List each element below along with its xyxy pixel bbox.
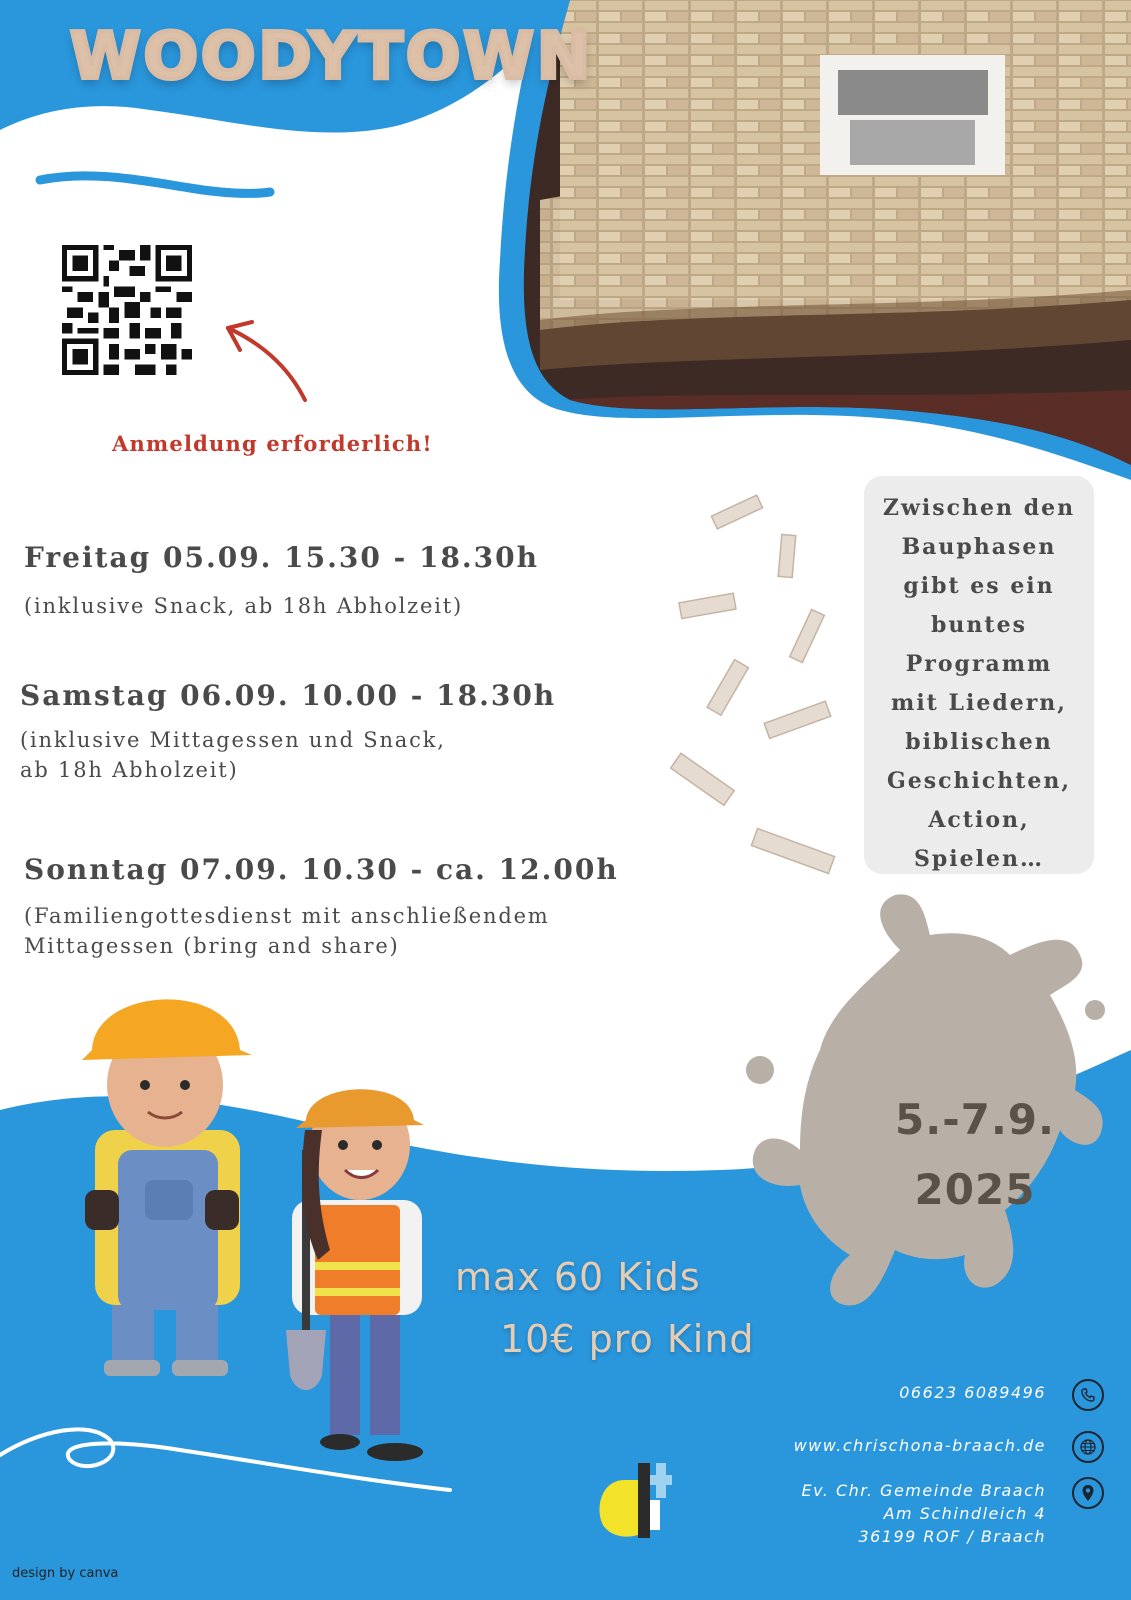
schedule-day-note: (inklusive Snack, ab 18h Abholzeit) [24, 594, 464, 618]
hand-drawn-arrow [228, 322, 305, 400]
schedule-day-note: Mittagessen (bring and share) [24, 934, 400, 958]
blue-squiggle [40, 176, 270, 194]
design-credit: design by canva [12, 1566, 119, 1581]
event-date-year: 2025 [914, 1165, 1036, 1214]
contact-phone[interactable]: 06623 6089496 [899, 1383, 1046, 1402]
address-line: 36199 ROF / Braach [858, 1527, 1046, 1546]
price-per-kid: 10€ pro Kind [500, 1317, 755, 1361]
wooden-block-colosseum-photo [500, 0, 1131, 470]
flying-wood-blocks [671, 495, 835, 873]
registration-note: Anmeldung erforderlich! [112, 431, 433, 456]
contact-website[interactable]: www.chrischona-braach.de [793, 1436, 1046, 1455]
schedule-day-heading: Sonntag 07.09. 10.30 - ca. 12.00h [24, 853, 619, 886]
address-line: Ev. Chr. Gemeinde Braach [801, 1481, 1046, 1500]
schedule-day-note: (inklusive Mittagessen und Snack, [20, 728, 446, 752]
schedule-day-heading: Freitag 05.09. 15.30 - 18.30h [24, 541, 539, 574]
kids-capacity: max 60 Kids [455, 1255, 701, 1299]
location-pin-icon [1072, 1477, 1104, 1509]
schedule-day-note: (Familiengottesdienst mit anschließendem [24, 904, 550, 928]
program-box-text: Zwischen den Bauphasen gibt es ein buntes Programm mit Liedern, biblischen Geschichten, Action, Spielen… [882, 495, 1076, 872]
qr-code[interactable] [62, 245, 192, 375]
phone-icon [1072, 1379, 1104, 1411]
poster-title: WOODYTOWN [70, 20, 594, 94]
event-date-days: 5.-7.9. [895, 1095, 1055, 1144]
globe-icon [1072, 1431, 1104, 1463]
address-line: Am Schindleich 4 [883, 1504, 1046, 1523]
contact-address [802, 1479, 1046, 1548]
schedule-day-note: ab 18h Abholzeit) [20, 758, 239, 782]
event-date [855, 1085, 1095, 1225]
schedule-day-heading: Samstag 06.09. 10.00 - 18.30h [20, 679, 557, 712]
